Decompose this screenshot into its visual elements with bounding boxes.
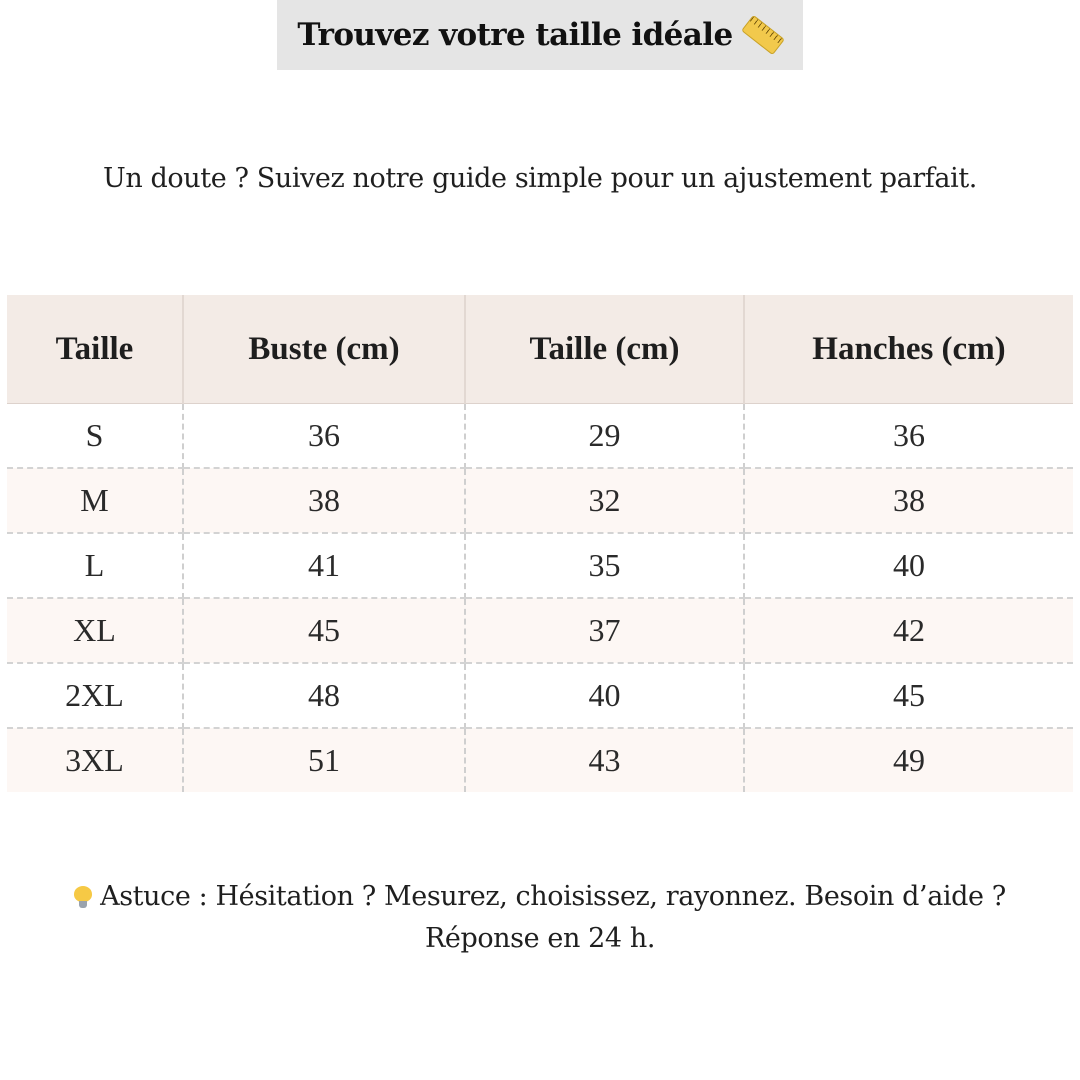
ruler-icon <box>741 15 785 55</box>
cell-size: 3XL <box>7 728 183 792</box>
tip-text: Astuce : Hésitation ? Mesurez, choisissez, rayonnez. Besoin d’aide ? <box>100 881 1006 912</box>
cell-bust: 48 <box>183 663 465 728</box>
title-box <box>277 0 802 70</box>
header-hips: Hanches (cm) <box>744 295 1073 404</box>
table-row <box>7 598 1073 663</box>
cell-bust: 38 <box>183 468 465 533</box>
header-bust: Buste (cm) <box>183 295 465 404</box>
table-row <box>7 533 1073 598</box>
cell-hips: 45 <box>744 663 1073 728</box>
subtitle: Un doute ? Suivez notre guide simple pour un ajustement parfait. <box>103 163 977 194</box>
cell-waist: 29 <box>465 404 744 469</box>
cell-size: 2XL <box>7 663 183 728</box>
cell-bust: 36 <box>183 404 465 469</box>
table-row <box>7 663 1073 728</box>
cell-waist: 35 <box>465 533 744 598</box>
cell-size: XL <box>7 598 183 663</box>
tip-block <box>60 876 1020 960</box>
cell-hips: 36 <box>744 404 1073 469</box>
cell-hips: 49 <box>744 728 1073 792</box>
tip-line-1 <box>60 876 1020 918</box>
title-banner <box>0 0 1080 70</box>
header-size: Taille <box>7 295 183 404</box>
header-waist: Taille (cm) <box>465 295 744 404</box>
cell-waist: 37 <box>465 598 744 663</box>
cell-waist: 32 <box>465 468 744 533</box>
cell-hips: 38 <box>744 468 1073 533</box>
size-chart-table <box>7 295 1073 792</box>
tip-line-2: Réponse en 24 h. <box>424 923 656 954</box>
cell-waist: 40 <box>465 663 744 728</box>
light-bulb-icon <box>74 886 92 908</box>
cell-size: M <box>7 468 183 533</box>
cell-bust: 51 <box>183 728 465 792</box>
table-row <box>7 728 1073 792</box>
cell-bust: 41 <box>183 533 465 598</box>
table-row <box>7 468 1073 533</box>
table-header-row <box>7 295 1073 404</box>
cell-hips: 40 <box>744 533 1073 598</box>
cell-size: S <box>7 404 183 469</box>
cell-hips: 42 <box>744 598 1073 663</box>
table-row <box>7 404 1073 469</box>
cell-waist: 43 <box>465 728 744 792</box>
cell-size: L <box>7 533 183 598</box>
cell-bust: 45 <box>183 598 465 663</box>
page-title: Trouvez votre taille idéale <box>297 17 733 53</box>
